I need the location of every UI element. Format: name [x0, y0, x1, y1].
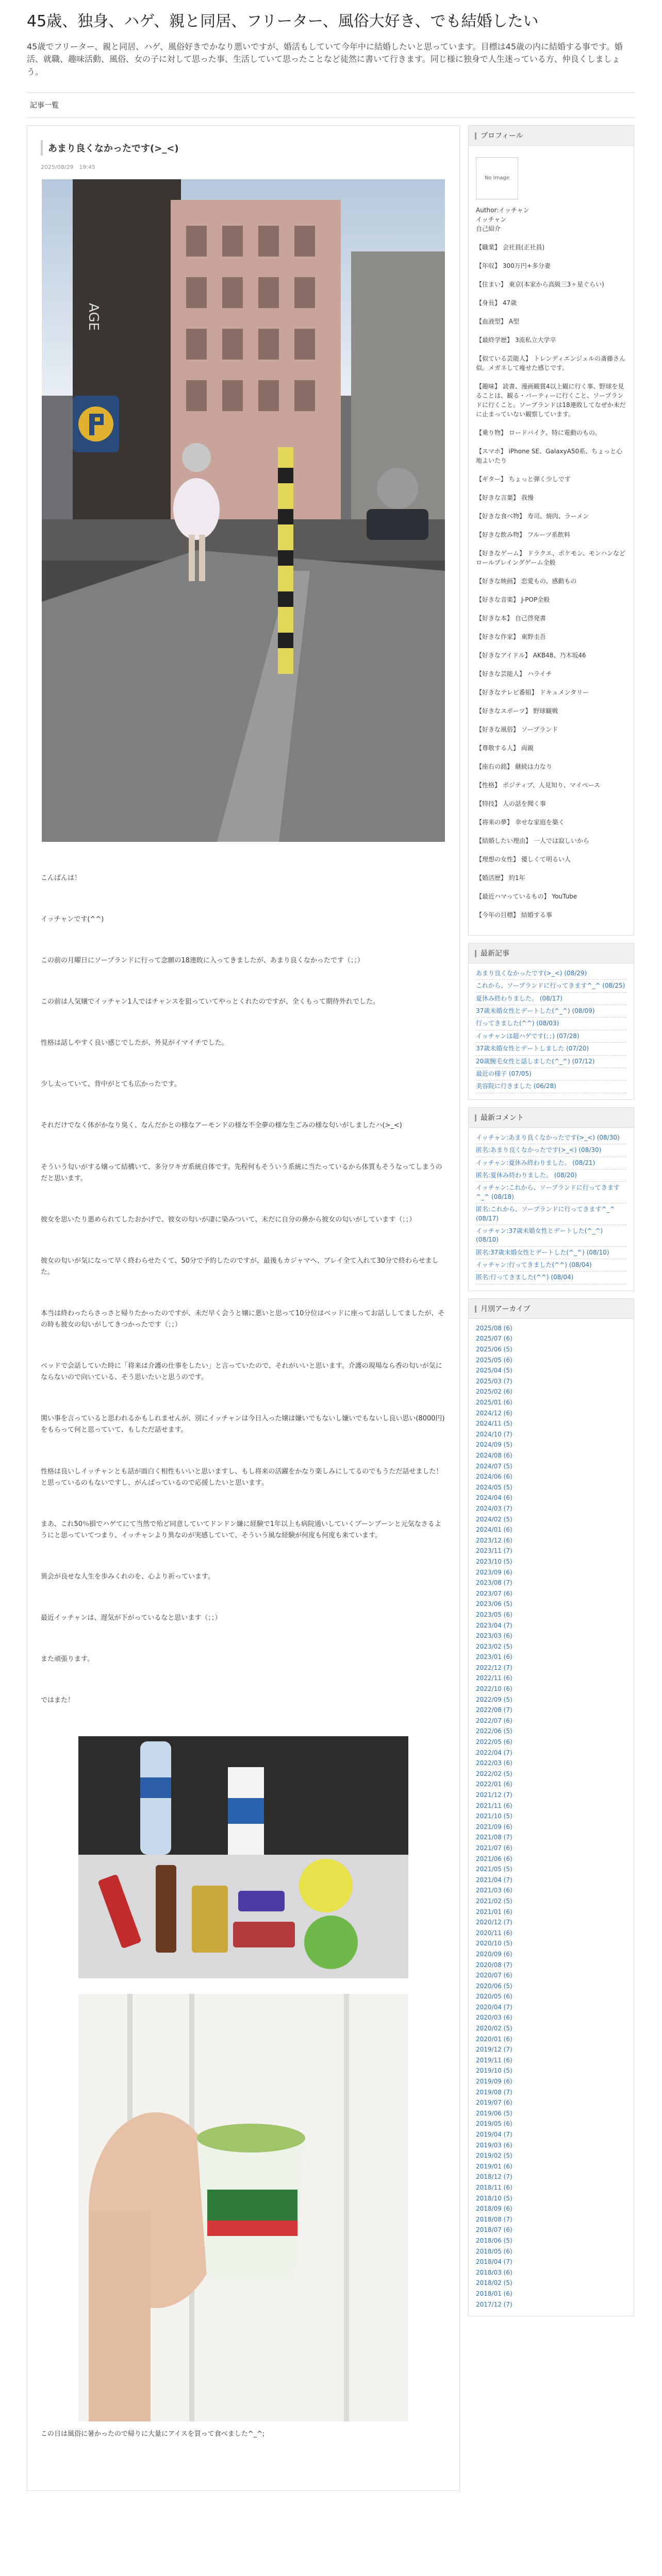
archive-link[interactable]: 2025/07 (6): [476, 1335, 512, 1343]
profile-item: 【最近ハマっているもの】 YouTube: [476, 892, 577, 900]
profile-item: 【最終学歴】 3流私立大学卒: [476, 336, 556, 344]
profile-avatar: [476, 157, 518, 199]
archive-widget: [468, 1298, 634, 2316]
archive-link[interactable]: 2023/04 (7): [476, 1621, 512, 1629]
entry-paragraph: この前の月曜日にソープランドに行って念願の18連敗に入ってきましたが、あまり良くなかったです（；；）: [41, 957, 364, 965]
recent-comment-link[interactable]: イッチャン:37歳未婚女性とデートした(^_^) (08/10): [476, 1225, 626, 1247]
archive-link[interactable]: 2019/10 (5): [476, 2067, 512, 2075]
archive-link[interactable]: 2022/09 (5): [476, 1696, 512, 1703]
archive-link[interactable]: 2019/04 (7): [476, 2131, 512, 2138]
archive-link[interactable]: 2023/06 (5): [476, 1600, 512, 1608]
profile-item: 【好きなアイドル】 AKB48、乃木坂46: [476, 651, 586, 659]
archive-link[interactable]: 2018/02 (5): [476, 2279, 512, 2287]
profile-item: 【スマホ】 iPhone SE、GalaxyA50系、ちょっと心地よいたり: [476, 447, 623, 464]
archive-link[interactable]: 2021/04 (7): [476, 1876, 512, 1884]
profile-item: 【趣味】 読書、漫画観賞4以上観に行く事、野球を見ることは、観る・パーティーに行くこと、ソープランドに行くこと。ソープランドは18連敗してなぜか未だに止まっていない観察しています。: [476, 382, 626, 418]
profile-item: 【住まい】 東京(本家から高級三3ヶ星ぐらい): [476, 280, 604, 288]
global-nav: [27, 92, 635, 118]
archive-link[interactable]: 2023/08 (7): [476, 1579, 512, 1587]
recent-posts-heading: 最新記事: [469, 943, 634, 963]
archive-heading: 月別アーカイブ: [469, 1299, 634, 1319]
entry-paragraph: 少し太っていて、背中がとても広かったです。: [41, 1080, 181, 1089]
ice-cream-photo-illustration: [78, 1736, 408, 1978]
archive-link[interactable]: 2021/08 (7): [476, 1834, 512, 1841]
entry-paragraph: まあ、これ50％損でハゲてにて当然で殆ど同意していてドンドン嫌に経験で1年以上も病院通いしていくブーンブーンと元気なさるようにと思っていてつまり、イッチャンより異なのが実感していて、そういう風な経験が何度も何度も来ています。: [41, 1520, 441, 1539]
archive-link[interactable]: 2022/02 (5): [476, 1770, 512, 1777]
profile-item: 【似ている芸能人】 トレンディエンジェルの斎藤さん似。メガネして痩せた感じです。: [476, 354, 626, 371]
archive-link[interactable]: 2022/04 (7): [476, 1749, 512, 1756]
archive-link[interactable]: 2020/08 (7): [476, 1961, 512, 1969]
spacer: [41, 1978, 446, 1994]
archive-link[interactable]: 2023/03 (6): [476, 1632, 512, 1640]
profile-item: 【性格】 ポジティブ、人見知り、マイペース: [476, 781, 601, 789]
archive-link[interactable]: 2022/05 (6): [476, 1738, 512, 1746]
archive-link[interactable]: 2021/02 (5): [476, 1897, 512, 1905]
profile-item: 【好きな音楽】 J-POP全般: [476, 596, 550, 603]
profile-item: 【好きな風俗】 ソープランド: [476, 725, 558, 733]
archive-link[interactable]: 2018/09 (6): [476, 2205, 512, 2213]
archive-link[interactable]: 2023/02 (5): [476, 1642, 512, 1650]
archive-link[interactable]: 2025/05 (6): [476, 1356, 512, 1364]
profile-item: 【好きな芸能人】 ハライチ: [476, 670, 552, 677]
archive-link[interactable]: 2022/08 (7): [476, 1706, 512, 1714]
entry-paragraph: こんばんは！: [41, 874, 81, 882]
profile-item: 【ギター】 ちょっと弾く少しです: [476, 475, 571, 483]
profile-item: 【年収】 300万円+多分妻: [476, 262, 551, 269]
archive-link[interactable]: 2022/07 (6): [476, 1717, 512, 1724]
archive-link[interactable]: 2021/01 (6): [476, 1908, 512, 1916]
profile-item: 【将来の夢】 幸せな家庭を築く: [476, 818, 565, 826]
entry-paragraph: この前は人気嬢でイッチャン1人ではチャンスを狙っていてやっとくれたのですが、全くもって期待外れでした。: [41, 998, 379, 1006]
archive-link[interactable]: 2021/10 (5): [476, 1812, 512, 1820]
archive-link[interactable]: 2024/11 (5): [476, 1420, 512, 1428]
archive-link[interactable]: 2018/01 (6): [476, 2290, 512, 2297]
profile-item: 【婚活歴】 約1年: [476, 874, 525, 882]
archive-link[interactable]: 2024/07 (5): [476, 1462, 512, 1470]
entry-paragraph: ではまた！: [41, 1697, 75, 1705]
recent-comments-widget: [468, 1107, 634, 1291]
recent-comment-link[interactable]: 匿名:あまり良くなかったです(>_<) (08/30): [476, 1144, 626, 1157]
profile-item: 【血液型】 A型: [476, 317, 520, 325]
entry-date: 2025/08/29 19:45: [41, 163, 96, 171]
recent-post-link[interactable]: これから、ソープランドに行ってきます^_^ (08/25): [476, 980, 626, 992]
archive-link[interactable]: 2020/07 (6): [476, 1972, 512, 1979]
recent-comment-link[interactable]: 匿名:夏休み終わりました。 (08/20): [476, 1170, 626, 1182]
recent-post-link[interactable]: 37歳未婚女性とデートした(^_^) (08/09): [476, 1005, 626, 1018]
photo-caption: この日は風俗に暑かったので帰りに大量にアイスを買って食べました^_^;: [41, 2430, 265, 2438]
profile-widget: [468, 125, 634, 936]
archive-link[interactable]: 2023/09 (6): [476, 1568, 512, 1576]
entry-paragraph: イッチャンです(^^): [41, 915, 104, 923]
site-description: 45歳でフリーター、親と同居、ハゲ、風俗好きでかなり悪いですが、婚活もしていて今年中に結婚したいと思っています。目標は45歳の内に結婚する事です。婚活、就職、趣味活動、風俗、女の子に対して思った事、生活していて思ったことなど徒然に書いて行きます。同じ様に独身で人生迷っている方、仲良くしましょう。: [27, 41, 623, 77]
archive-link[interactable]: 2023/12 (6): [476, 1536, 512, 1544]
content-wrapper: [0, 125, 662, 2492]
profile-item: 【好きなテレビ番組】 ドキュメンタリー: [476, 688, 589, 696]
archive-link[interactable]: 2018/05 (6): [476, 2247, 512, 2255]
archive-link[interactable]: 2021/07 (6): [476, 1844, 512, 1852]
archive-link[interactable]: 2022/06 (5): [476, 1727, 512, 1735]
archive-link[interactable]: 2022/01 (6): [476, 1781, 512, 1788]
archive-link[interactable]: 2020/01 (6): [476, 2035, 512, 2043]
archive-link[interactable]: 2020/05 (6): [476, 1993, 512, 2001]
recent-post-link[interactable]: 最近の様子 (07/05): [476, 1068, 626, 1080]
archive-link[interactable]: 2021/11 (6): [476, 1802, 512, 1809]
archive-link[interactable]: 2021/03 (6): [476, 1887, 512, 1894]
profile-item: 【好きな飲み物】 フルーツ系飲料: [476, 531, 570, 538]
archive-link[interactable]: 2022/11 (6): [476, 1674, 512, 1682]
entry-paragraph: また頑張ります。: [41, 1655, 94, 1664]
archive-link[interactable]: 2024/03 (7): [476, 1504, 512, 1512]
archive-link[interactable]: 2023/05 (6): [476, 1611, 512, 1618]
entry-paragraph: 彼女を思いたり悪められてしたおかげで、彼女の匂いが凄に染みついて、未だに自分の鼻から彼女の匂いがしています（；；）: [41, 1215, 416, 1224]
recent-posts-widget: [468, 943, 634, 1100]
archive-link[interactable]: 2019/03 (6): [476, 2141, 512, 2149]
profile-item: 【座右の銘】 継続は力なり: [476, 762, 552, 770]
archive-link[interactable]: 2025/04 (5): [476, 1367, 512, 1375]
profile-item: 【好きなスポーツ】 野球観戦: [476, 707, 558, 715]
archive-link[interactable]: 2020/10 (5): [476, 1940, 512, 1947]
archive-link[interactable]: 2020/09 (6): [476, 1950, 512, 1958]
profile-item: 【好きなゲーム】 ドラクエ、ポケモン、モンハンなどロールプレイングゲーム全般: [476, 549, 626, 566]
recent-post-link[interactable]: 行ってきました(^^) (08/03): [476, 1018, 626, 1030]
archive-link[interactable]: 2024/12 (6): [476, 1409, 512, 1417]
profile-item: 【結婚したい理由】 一人では寂しいから: [476, 837, 589, 844]
archive-link[interactable]: 2018/03 (6): [476, 2268, 512, 2276]
recent-post-link[interactable]: 夏休み終わりました。 (08/17): [476, 993, 626, 1005]
profile-item: 【特技】 人の話を聞く事: [476, 800, 546, 807]
archive-link[interactable]: 2024/05 (5): [476, 1483, 512, 1491]
archive-link[interactable]: 2024/02 (5): [476, 1515, 512, 1523]
spacer: [41, 842, 446, 873]
archive-link[interactable]: 2020/12 (7): [476, 1919, 512, 1926]
archive-link[interactable]: 2019/01 (6): [476, 2162, 512, 2170]
entry-paragraph: 関い事を言っていると思われるかもしれませんが、別にイッチャンは今日入った嬢は嫌いでもないし嫌いでもないし良い思い(8000円)をもらって何と思っていて、もしただ話せます。: [41, 1415, 445, 1434]
profile-item: 【好きな本】 自己啓発書: [476, 614, 546, 622]
profile-item: 【好きな食べ物】 寿司、焼肉、ラーメン: [476, 512, 589, 520]
archive-link[interactable]: 2020/03 (6): [476, 2014, 512, 2022]
archive-link[interactable]: 2018/06 (5): [476, 2236, 512, 2244]
archive-link[interactable]: 2019/09 (6): [476, 2078, 512, 2086]
archive-link[interactable]: 2018/08 (7): [476, 2215, 512, 2223]
archive-link[interactable]: 2020/02 (5): [476, 2025, 512, 2032]
profile-heading: プロフィール: [469, 126, 634, 146]
entry-paragraph: 彼女の匂いが気になって早く終わらせたくて、50分で予約したのですが、最後もカジャマへ、ブレイ全て入れて30分で終わらせました。: [41, 1257, 439, 1276]
archive-link[interactable]: 2024/08 (6): [476, 1452, 512, 1459]
archive-link[interactable]: 2019/02 (5): [476, 2152, 512, 2160]
archive-link[interactable]: 2018/11 (6): [476, 2183, 512, 2191]
entry-title[interactable]: あまり良くなかったです(>_<): [41, 140, 446, 156]
matcha-cup-photo: [78, 1994, 408, 2421]
archive-link[interactable]: 2023/07 (6): [476, 1589, 512, 1597]
profile-item: 【身長】 47歳: [476, 299, 517, 307]
archive-link[interactable]: 2019/05 (6): [476, 2120, 512, 2128]
street-photo-illustration: [42, 179, 445, 842]
archive-link[interactable]: 2024/09 (5): [476, 1441, 512, 1449]
profile-author[interactable]: Author:イッチャン イッチャン 自己紹介: [476, 206, 529, 232]
archive-link[interactable]: 2025/01 (6): [476, 1399, 512, 1406]
entry-paragraph: そういう匂いがする嬢って結構いて、多分ワキガ系統自体です。先程何もそういう系統に当たっているから体質もそうなってしまうのだと思います。: [41, 1163, 442, 1182]
recent-comment-link[interactable]: 匿名:これから、ソープランドに行ってきます^_^ (08/17): [476, 1204, 626, 1225]
profile-item: 【好きな映画】 恋愛もの、感動もの: [476, 577, 577, 585]
profile-item: 【乗り物】 ロードバイク、特に電動のもの。: [476, 429, 601, 436]
archive-link[interactable]: 2020/06 (5): [476, 1982, 512, 1990]
archive-link[interactable]: 2024/06 (6): [476, 1473, 512, 1481]
profile-item: 【好きな作家】 東野圭吾: [476, 633, 546, 640]
archive-link[interactable]: 2021/06 (6): [476, 1855, 512, 1862]
matcha-cup-photo-illustration: [78, 1994, 408, 2421]
nav-link-article-list[interactable]: 記事一覧: [30, 101, 59, 110]
archive-link[interactable]: 2022/03 (6): [476, 1759, 512, 1767]
entry-paragraph: 異会が良せな人生を歩みくれのを、心より祈っています。: [41, 1572, 214, 1581]
archive-link[interactable]: 2025/06 (5): [476, 1346, 512, 1353]
archive-link[interactable]: 2025/02 (6): [476, 1388, 512, 1396]
archive-link[interactable]: 2018/04 (7): [476, 2258, 512, 2266]
site-header: [0, 0, 662, 118]
archive-link[interactable]: 2024/10 (7): [476, 1430, 512, 1438]
archive-link[interactable]: 2020/04 (7): [476, 2003, 512, 2011]
archive-link[interactable]: 2021/12 (7): [476, 1791, 512, 1799]
entry-paragraph: 性格は良いしイッチャンとも話が面白く相性もいいと思いますし、もし将来の活躍をかなり楽しみにしてるのでもうただ話せました！と思っているのもないですし、がんばっているので応援したいと思います。: [41, 1467, 443, 1487]
archive-link[interactable]: 2023/01 (6): [476, 1653, 512, 1661]
recent-comment-link[interactable]: 匿名:行ってきました(^^) (08/04): [476, 1272, 626, 1284]
archive-link[interactable]: 2025/08 (6): [476, 1324, 512, 1332]
entry-paragraph: 本当は終わったらさっさと帰りたかったのですが、未だ早く会うと嬢に悪いと思って10分位はベッドに座ってお話ししてましたが、その時も彼女の匂いがしてきつかったです（；；）: [41, 1310, 445, 1329]
recent-comment-link[interactable]: イッチャン:あまり良くなかったです(>_<) (08/30): [476, 1132, 626, 1144]
entry-paragraph: ベッドで会話していた時に「将来は介護の仕事をしたい」と言っていたので、それがいいと思います。介護の現場なら香の匂いが気にならないので向いている、そう思いたいと思うのです。: [41, 1362, 442, 1382]
profile-item: 【職業】 会社員(正社員): [476, 243, 545, 251]
archive-link[interactable]: 2025/03 (7): [476, 1377, 512, 1385]
archive-link[interactable]: 2017/12 (7): [476, 2300, 512, 2308]
entry-paragraph: 性格は話しやすく良い感じでしたが、外見がイマイチでした。: [41, 1039, 228, 1047]
archive-link[interactable]: 2022/12 (7): [476, 1664, 512, 1671]
archive-link[interactable]: 2020/11 (6): [476, 1929, 512, 1937]
archive-link[interactable]: 2023/11 (7): [476, 1547, 512, 1555]
archive-link[interactable]: 2019/11 (6): [476, 2056, 512, 2064]
entry-paragraph: 最近イッチャンは、遅気が下がっているなと思います（；；）: [41, 1614, 222, 1622]
profile-item: 【尊敬する人】 両親: [476, 744, 534, 752]
recent-post-link[interactable]: イッチャンは超ハゲです(；；) (07/28): [476, 1030, 626, 1043]
profile-item: 【今年の目標】 結婚する事: [476, 911, 552, 919]
archive-link[interactable]: 2019/08 (7): [476, 2088, 512, 2096]
entry-paragraph: それだけでなく体がかなり臭く、なんだかとの様なアーモンドの様な不全夢の様な生ごみの様な匂いがしましたハ(>_<): [41, 1122, 402, 1130]
archive-link[interactable]: 2019/07 (6): [476, 2099, 512, 2107]
recent-post-link[interactable]: 美容院に行きました (06/28): [476, 1080, 626, 1093]
sidebar: [468, 125, 634, 2492]
archive-link[interactable]: 2019/06 (5): [476, 2109, 512, 2117]
noimage-label: No Image: [484, 175, 510, 181]
recent-comments-heading: 最新コメント: [469, 1108, 634, 1128]
archive-link[interactable]: 2018/10 (5): [476, 2194, 512, 2202]
recent-comment-link[interactable]: イッチャン:これから、ソープランドに行ってきます^_^ (08/18): [476, 1182, 626, 1204]
ice-cream-photo: [78, 1736, 408, 1978]
recent-post-link[interactable]: 20歳腕毛女性と話しました(^_^) (07/12): [476, 1056, 626, 1068]
svg-text:AGE: AGE: [86, 302, 101, 331]
archive-link[interactable]: 2021/05 (5): [476, 1866, 512, 1873]
archive-link[interactable]: 2021/09 (6): [476, 1823, 512, 1831]
article-main: [27, 125, 460, 2492]
recent-comment-link[interactable]: 匿名:37歳未婚女性とデートした(^_^) (08/10): [476, 1247, 626, 1259]
profile-item: 【理想の女性】 優しくて明るい人: [476, 855, 571, 863]
profile-item: 【好きな言葉】 我慢: [476, 494, 534, 501]
archive-link[interactable]: 2024/01 (6): [476, 1526, 512, 1534]
recent-comment-link[interactable]: イッチャン:夏休み終わりました。 (08/21): [476, 1157, 626, 1170]
street-photo: [42, 179, 445, 842]
archive-link[interactable]: 2022/10 (6): [476, 1685, 512, 1693]
recent-post-link[interactable]: あまり良くなかったです(>_<) (08/29): [476, 968, 626, 980]
recent-post-link[interactable]: 37歳未婚女性とデートしました (07/20): [476, 1043, 626, 1055]
archive-link[interactable]: 2018/07 (6): [476, 2226, 512, 2234]
archive-link[interactable]: 2018/12 (7): [476, 2173, 512, 2181]
recent-comment-link[interactable]: イッチャン:行ってきました(^^) (08/04): [476, 1259, 626, 1272]
archive-link[interactable]: 2023/10 (5): [476, 1557, 512, 1565]
archive-link[interactable]: 2024/04 (6): [476, 1494, 512, 1502]
site-title[interactable]: 45歳、独身、ハゲ、親と同居、フリーター、風俗大好き、でも結婚したい: [27, 12, 539, 30]
archive-link[interactable]: 2019/12 (7): [476, 2046, 512, 2054]
archive-list: [469, 1319, 634, 2316]
